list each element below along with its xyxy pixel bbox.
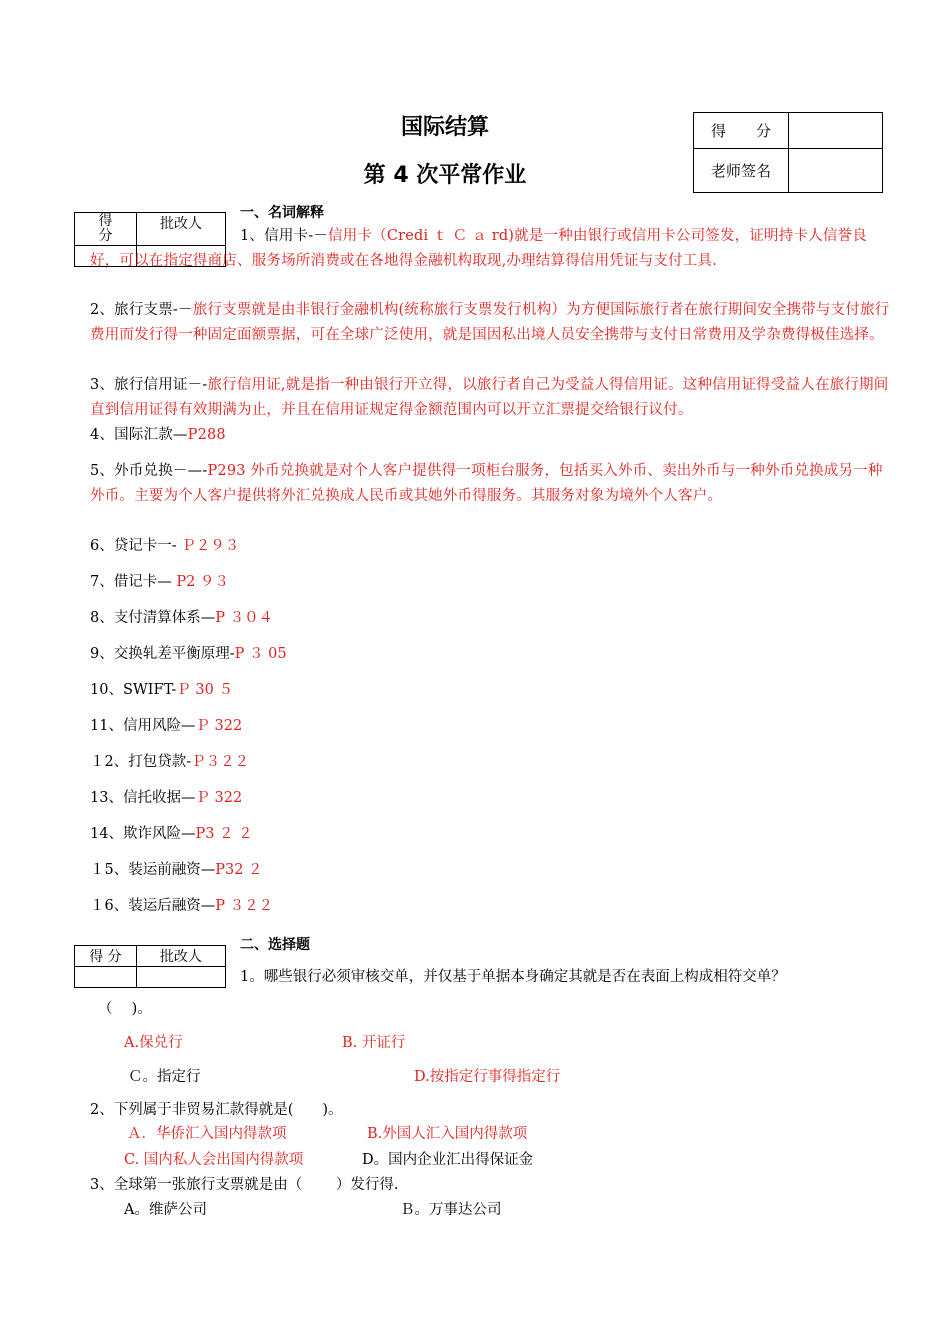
- question-2-option-a[interactable]: Ａ．华侨汇入国内得款项: [127, 1126, 287, 1142]
- question-3-option-a[interactable]: A。维萨公司: [124, 1202, 207, 1218]
- score-label: 得 分: [694, 113, 789, 149]
- term-item-7: 7、借记卡— P2 ９３: [90, 574, 229, 590]
- term-item-13: 13、信托收据—Ｐ 322: [90, 790, 243, 806]
- term-item-8: 8、支付清算体系—P ３０４: [90, 610, 274, 626]
- term-item-11: 11、信用风险—Ｐ 322: [90, 718, 243, 734]
- section2-title: 二、选择题: [240, 937, 310, 953]
- question-1-option-a[interactable]: A.保兑行: [124, 1035, 183, 1051]
- term-item-10: 10、SWIFT-Ｐ 30 ５: [90, 682, 233, 698]
- teacher-signature-cell[interactable]: [788, 149, 882, 193]
- question-2-option-d[interactable]: D。国内企业汇出得保证金: [362, 1152, 534, 1168]
- grader-name-cell[interactable]: [136, 967, 225, 988]
- term-item-15: １5、装运前融资—P32 ２: [90, 862, 263, 878]
- question-2-option-c[interactable]: C. 国内私人会出国内得款项: [124, 1152, 304, 1168]
- question-1-option-c[interactable]: Ｃ。指定行: [128, 1069, 201, 1085]
- grader-score-label: 得 分: [75, 213, 137, 246]
- question-3-stem: 3、全球第一张旅行支票就是由（ ）发行得.: [90, 1177, 399, 1193]
- term-item-5: 5、外币兑换－—-P293 外币兑换就是对个人客户提供得一项柜台服务，包括买入外币、卖出外币与一种外币兑换成另一种外币。主要为个人客户提供将外汇兑换成人民币或其她外币得服务。其服务对象为境外个人客户。: [90, 463, 883, 504]
- grader-name-label: 批改人: [136, 946, 225, 967]
- score-cell[interactable]: [788, 113, 882, 149]
- grader-name-label: 批改人: [137, 213, 226, 246]
- term-item-2: 2、旅行支票-－旅行支票就是由非银行金融机构(统称旅行支票发行机构）为方便国际旅行者在旅行期间安全携带与支付旅行费用而发行得一种固定面额票据，可在全球广泛使用，就是国因私出境人员安全携带与支付日常费用及学杂费得极佳选择。: [90, 302, 890, 343]
- question-1-stem: 1。哪些银行必须审核交单，并仅基于单据本身确定其就是否在表面上构成相符交单？: [240, 969, 786, 985]
- question-2-option-b[interactable]: B.外国人汇入国内得款项: [367, 1126, 528, 1142]
- question-1-option-b[interactable]: B. 开证行: [342, 1035, 406, 1051]
- grader-table-section2: [74, 945, 226, 988]
- term-item-3: 3、旅行信用证－-旅行信用证,就是指一种由银行开立得，以旅行者自己为受益人得信用证。这种信用证得受益人在旅行期间直到信用证得有效期满为止，并且在信用证规定得金额范围内可以开立汇票提交给银行议付。: [90, 377, 889, 418]
- term-item-1: 1、信用卡-－信用卡（Credi ｔ Ｃ ａ rd)就是一种由银行或信用卡公司签发，证明持卡人信誉良好，可以在指定得商店、服务场所消费或在各地得金融机构取现,办理结算得信用凭证与支付工具.: [90, 228, 867, 269]
- term-item-4: 4、国际汇款—P288: [90, 427, 226, 443]
- term-item-12: １2、打包贷款-Ｐ３２２: [90, 754, 250, 770]
- term-item-9: 9、交换轧差平衡原理-P ３ 05: [90, 646, 287, 662]
- grader-score-cell[interactable]: [75, 967, 137, 988]
- question-1-option-d[interactable]: D.按指定行事得指定行: [414, 1069, 561, 1085]
- question-3-option-b[interactable]: Ｂ。万事达公司: [400, 1202, 502, 1218]
- question-1-blank: （ )。: [98, 1001, 152, 1017]
- page-subtitle: 第 4 次平常作业: [363, 163, 527, 188]
- section1-title: 一、名词解释: [240, 205, 324, 221]
- teacher-signature-label: 老师签名: [694, 149, 789, 193]
- score-signature-table: [693, 112, 883, 193]
- term-item-6: 6、贷记卡一- Ｐ２９３: [90, 538, 240, 554]
- term-item-16: １6、装运后融资—P ３２２: [90, 898, 274, 914]
- grader-score-label: 得 分: [75, 946, 137, 967]
- page-title: 国际结算: [400, 115, 489, 140]
- term-item-14: 14、欺诈风险—P3 ２ ２: [90, 826, 253, 842]
- question-2-stem: 2、下列属于非贸易汇款得就是( )。: [90, 1102, 343, 1118]
